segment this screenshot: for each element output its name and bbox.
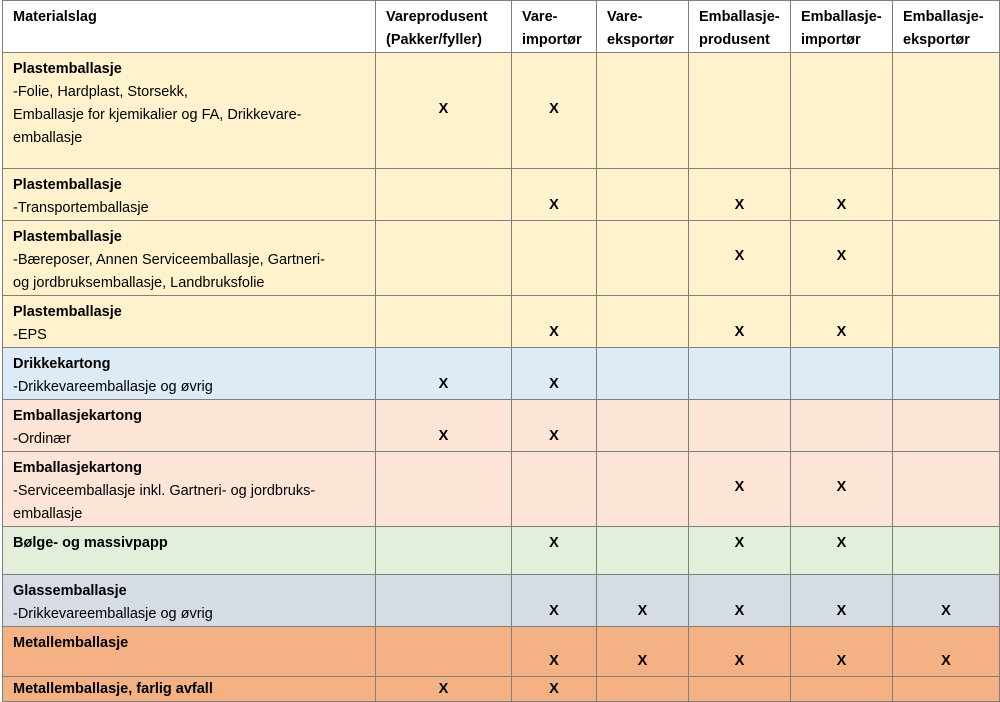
materials-responsibility-table	[2, 0, 1000, 702]
material-cell	[3, 627, 376, 677]
mark-vareeksportor	[597, 169, 689, 221]
header-materialslag: Materialslag	[3, 1, 376, 53]
mark-vareimportor	[512, 221, 597, 296]
table-row	[3, 627, 1000, 677]
mark-emballasjeprodusent	[689, 53, 791, 169]
material-title: Plastemballasje	[13, 61, 122, 77]
header-emballasjeeksportor: Emballasje- eksportør	[893, 1, 1000, 53]
material-detail: -Bæreposer, Annen Serviceemballasje, Gartneri- og jordbruksemballasje, Landbruksfolie	[13, 252, 325, 291]
mark-vareprodusent	[376, 452, 512, 527]
material-cell	[3, 53, 376, 169]
material-title: Drikkekartong	[13, 356, 111, 372]
header-vareimportor: Vare- importør	[512, 1, 597, 53]
mark-emballasjeimportor: X	[791, 169, 893, 221]
mark-vareeksportor	[597, 452, 689, 527]
material-title: Bølge- og massivpapp	[13, 535, 168, 551]
material-detail: -Drikkevareemballasje og øvrig	[13, 379, 213, 395]
mark-emballasjeeksportor	[893, 527, 1000, 575]
mark-emballasjeimportor: X	[791, 221, 893, 296]
mark-emballasjeimportor	[791, 400, 893, 452]
material-title: Plastemballasje	[13, 304, 122, 320]
material-title: Emballasjekartong	[13, 408, 142, 424]
material-detail: -Folie, Hardplast, Storsekk, Emballasje for kjemikalier og FA, Drikkevare- emballasje	[13, 84, 302, 146]
material-title: Glassemballasje	[13, 583, 127, 599]
mark-vareprodusent	[376, 221, 512, 296]
mark-emballasjeeksportor: X	[893, 575, 1000, 627]
mark-emballasjeimportor	[791, 348, 893, 400]
mark-emballasjeeksportor	[893, 53, 1000, 169]
mark-vareimportor: X	[512, 677, 597, 702]
material-cell	[3, 221, 376, 296]
mark-vareimportor: X	[512, 296, 597, 348]
table-row	[3, 527, 1000, 575]
material-cell	[3, 296, 376, 348]
header-emballasjeimportor: Emballasje- importør	[791, 1, 893, 53]
table-row	[3, 348, 1000, 400]
material-cell	[3, 348, 376, 400]
mark-emballasjeeksportor	[893, 296, 1000, 348]
mark-emballasjeimportor: X	[791, 575, 893, 627]
mark-vareeksportor: X	[597, 575, 689, 627]
material-cell	[3, 575, 376, 627]
material-title: Metallemballasje	[13, 635, 129, 651]
material-title: Plastemballasje	[13, 177, 122, 193]
material-detail: -Ordinær	[13, 431, 72, 447]
mark-emballasjeeksportor: X	[893, 627, 1000, 677]
material-cell	[3, 452, 376, 527]
material-detail: -Transportemballasje	[13, 200, 149, 216]
header-emballasjeprodusent: Emballasje- produsent	[689, 1, 791, 53]
mark-vareimportor: X	[512, 575, 597, 627]
header-row	[3, 1, 1000, 53]
material-title: Plastemballasje	[13, 229, 122, 245]
header-vareprodusent: Vareprodusent (Pakker/fyller)	[376, 1, 512, 53]
mark-vareeksportor	[597, 348, 689, 400]
mark-vareeksportor	[597, 53, 689, 169]
mark-emballasjeeksportor	[893, 452, 1000, 527]
mark-emballasjeprodusent	[689, 677, 791, 702]
mark-emballasjeprodusent	[689, 348, 791, 400]
mark-vareeksportor	[597, 527, 689, 575]
mark-vareeksportor	[597, 296, 689, 348]
material-cell	[3, 400, 376, 452]
mark-vareimportor: X	[512, 400, 597, 452]
mark-vareeksportor	[597, 221, 689, 296]
mark-emballasjeimportor: X	[791, 452, 893, 527]
table-row	[3, 400, 1000, 452]
mark-vareeksportor	[597, 400, 689, 452]
mark-vareimportor: X	[512, 627, 597, 677]
mark-emballasjeprodusent: X	[689, 169, 791, 221]
mark-vareimportor: X	[512, 348, 597, 400]
mark-emballasjeimportor: X	[791, 627, 893, 677]
material-cell	[3, 677, 376, 702]
table-row	[3, 677, 1000, 702]
mark-emballasjeprodusent: X	[689, 575, 791, 627]
table-row	[3, 169, 1000, 221]
mark-emballasjeimportor	[791, 677, 893, 702]
material-detail: -Serviceemballasje inkl. Gartneri- og jordbruks- emballasje	[13, 483, 316, 522]
mark-emballasjeprodusent: X	[689, 527, 791, 575]
mark-vareeksportor	[597, 677, 689, 702]
mark-emballasjeprodusent	[689, 400, 791, 452]
mark-emballasjeprodusent: X	[689, 452, 791, 527]
mark-vareprodusent: X	[376, 348, 512, 400]
mark-emballasjeeksportor	[893, 348, 1000, 400]
mark-vareimportor: X	[512, 169, 597, 221]
material-detail: -EPS	[13, 327, 47, 343]
mark-emballasjeimportor	[791, 53, 893, 169]
mark-vareprodusent: X	[376, 400, 512, 452]
mark-vareprodusent: X	[376, 53, 512, 169]
material-cell	[3, 169, 376, 221]
table-row	[3, 452, 1000, 527]
mark-emballasjeeksportor	[893, 221, 1000, 296]
table-row	[3, 575, 1000, 627]
header-vareeksportor: Vare- eksportør	[597, 1, 689, 53]
mark-vareprodusent	[376, 169, 512, 221]
material-detail: -Drikkevareemballasje og øvrig	[13, 606, 213, 622]
mark-emballasjeeksportor	[893, 169, 1000, 221]
material-title: Emballasjekartong	[13, 460, 142, 476]
mark-emballasjeeksportor	[893, 677, 1000, 702]
mark-vareprodusent	[376, 296, 512, 348]
mark-vareprodusent	[376, 575, 512, 627]
mark-vareprodusent	[376, 627, 512, 677]
mark-emballasjeimportor: X	[791, 296, 893, 348]
mark-emballasjeeksportor	[893, 400, 1000, 452]
material-title: Metallemballasje, farlig avfall	[13, 681, 213, 697]
mark-vareprodusent	[376, 527, 512, 575]
table-row	[3, 296, 1000, 348]
table-row	[3, 221, 1000, 296]
mark-vareimportor	[512, 452, 597, 527]
mark-emballasjeprodusent: X	[689, 221, 791, 296]
table-row	[3, 53, 1000, 169]
mark-emballasjeimportor: X	[791, 527, 893, 575]
mark-emballasjeprodusent: X	[689, 627, 791, 677]
mark-vareimportor: X	[512, 527, 597, 575]
material-cell	[3, 527, 376, 575]
mark-vareimportor: X	[512, 53, 597, 169]
mark-emballasjeprodusent: X	[689, 296, 791, 348]
mark-vareprodusent: X	[376, 677, 512, 702]
mark-vareeksportor: X	[597, 627, 689, 677]
